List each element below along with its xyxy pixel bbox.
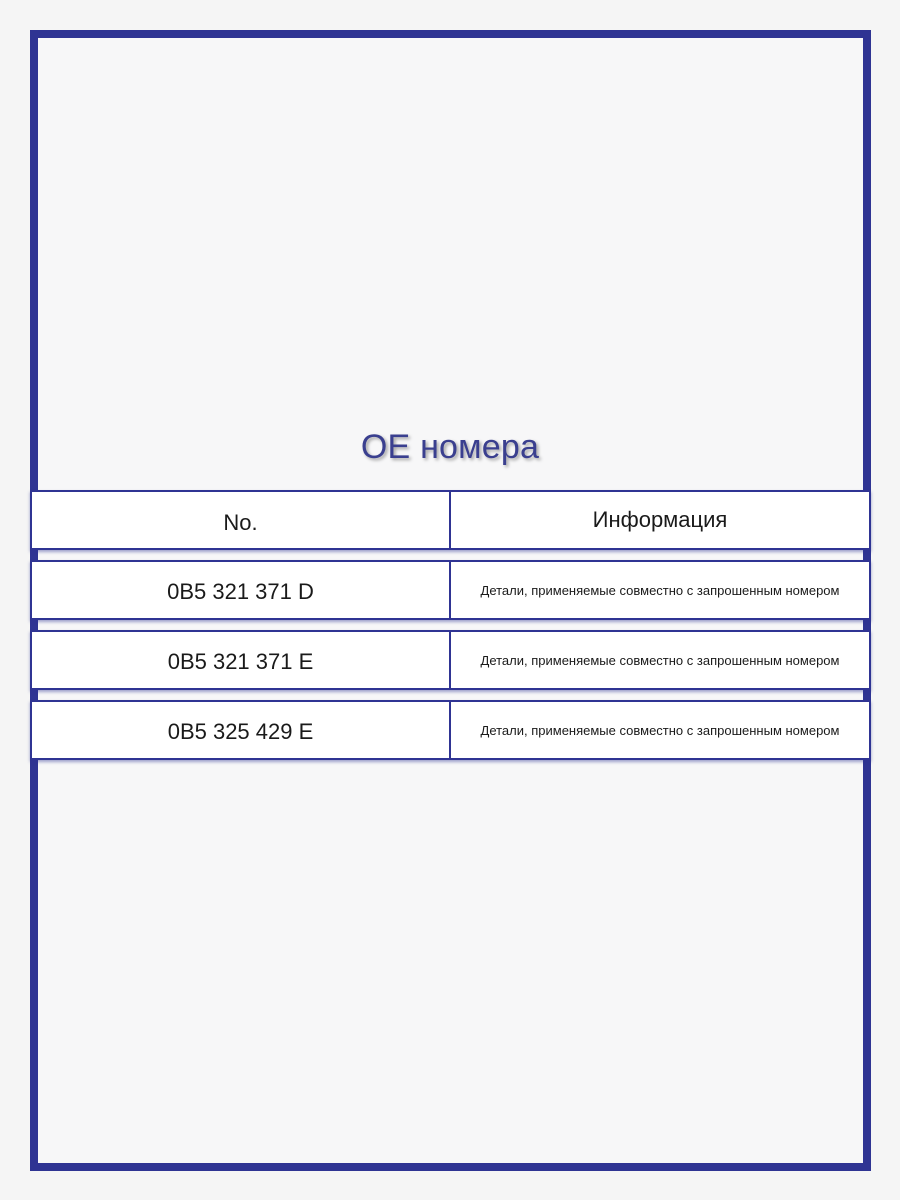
- oe-number: 0B5 321 371 D: [32, 562, 451, 618]
- oe-number: 0B5 321 371 E: [32, 632, 451, 688]
- table-row: [30, 700, 871, 760]
- table-row: [30, 560, 871, 620]
- oe-number: 0B5 325 429 E: [32, 702, 451, 758]
- page-title: OE номера: [360, 428, 540, 466]
- header-no: No.: [32, 492, 451, 548]
- header-info: Информация: [451, 492, 869, 548]
- oe-info: Детали, применяемые совместно с запрошенным номером: [451, 562, 869, 618]
- oe-info: Детали, применяемые совместно с запрошенным номером: [451, 632, 869, 688]
- table-header-row: [30, 490, 871, 550]
- oe-info: Детали, применяемые совместно с запрошенным номером: [451, 702, 869, 758]
- table-row: [30, 630, 871, 690]
